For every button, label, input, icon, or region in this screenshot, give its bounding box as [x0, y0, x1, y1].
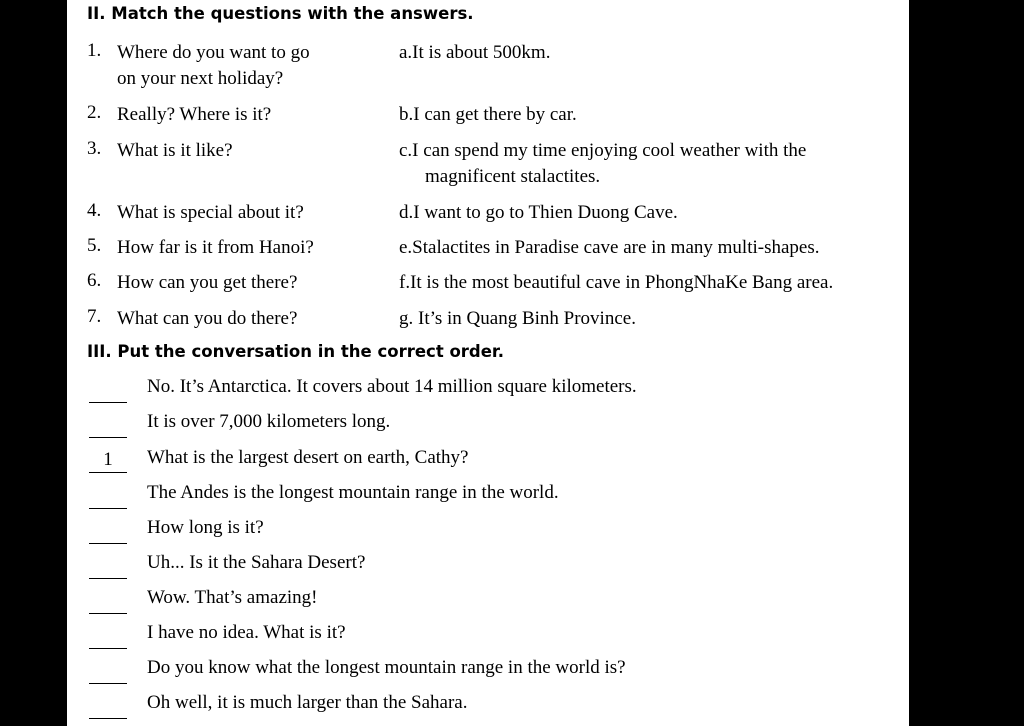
conversation-text: I have no idea. What is it? [147, 622, 346, 643]
answer-text: e.Stalactites in Paradise cave are in many multi-shapes. [399, 237, 820, 258]
item-number: 5. [87, 235, 102, 256]
conversation-text: It is over 7,000 kilometers long. [147, 411, 391, 432]
item-number: 4. [87, 200, 102, 221]
conversation-text: What is the largest desert on earth, Cathy? [147, 447, 469, 468]
conversation-text: No. It’s Antarctica. It covers about 14 million square kilometers. [147, 376, 637, 397]
conversation-text: Uh... Is it the Sahara Desert? [147, 552, 366, 573]
conversation-text: Wow. That’s amazing! [147, 587, 318, 608]
question-text: What is it like? [117, 140, 233, 161]
question-text: How can you get there? [117, 272, 298, 293]
answer-blank[interactable] [89, 696, 127, 719]
section-3-heading: III. Put the conversation in the correct order. [87, 342, 504, 361]
answer-text: d.I want to go to Thien Duong Cave. [399, 202, 678, 223]
answer-text: f.It is the most beautiful cave in PhongNhaKe Bang area. [399, 272, 834, 293]
answer-text: c.I can spend my time enjoying cool weather with the magnificent stalactites. [399, 140, 807, 187]
section-2-heading: II. Match the questions with the answers. [87, 4, 474, 23]
question-text: What can you do there? [117, 308, 298, 329]
answer-blank[interactable] [89, 661, 127, 684]
question-text: Really? Where is it? [117, 104, 272, 125]
answer-blank[interactable] [89, 556, 127, 579]
conversation-text: Oh well, it is much larger than the Sahara. [147, 692, 468, 713]
question-text: How far is it from Hanoi? [117, 237, 314, 258]
conversation-text: Do you know what the longest mountain range in the world is? [147, 657, 626, 678]
answer-blank[interactable] [89, 591, 127, 614]
answer-blank[interactable] [89, 521, 127, 544]
answer-blank[interactable]: 1 [89, 450, 127, 473]
answer-text: a.It is about 500km. [399, 42, 551, 63]
item-number: 1. [87, 40, 102, 61]
question-text: Where do you want to go on your next holiday? [117, 42, 310, 89]
item-number: 7. [87, 306, 102, 327]
worksheet-page [67, 0, 909, 726]
answer-blank[interactable] [89, 486, 127, 509]
answer-text: g. It’s in Quang Binh Province. [399, 308, 636, 329]
item-number: 6. [87, 270, 102, 291]
item-number: 2. [87, 102, 102, 123]
question-text: What is special about it? [117, 202, 304, 223]
answer-blank[interactable] [89, 380, 127, 403]
answer-blank[interactable] [89, 415, 127, 438]
conversation-text: The Andes is the longest mountain range in the world. [147, 482, 559, 503]
conversation-text: How long is it? [147, 517, 264, 538]
answer-text: b.I can get there by car. [399, 104, 577, 125]
item-number: 3. [87, 138, 102, 159]
answer-blank[interactable] [89, 626, 127, 649]
